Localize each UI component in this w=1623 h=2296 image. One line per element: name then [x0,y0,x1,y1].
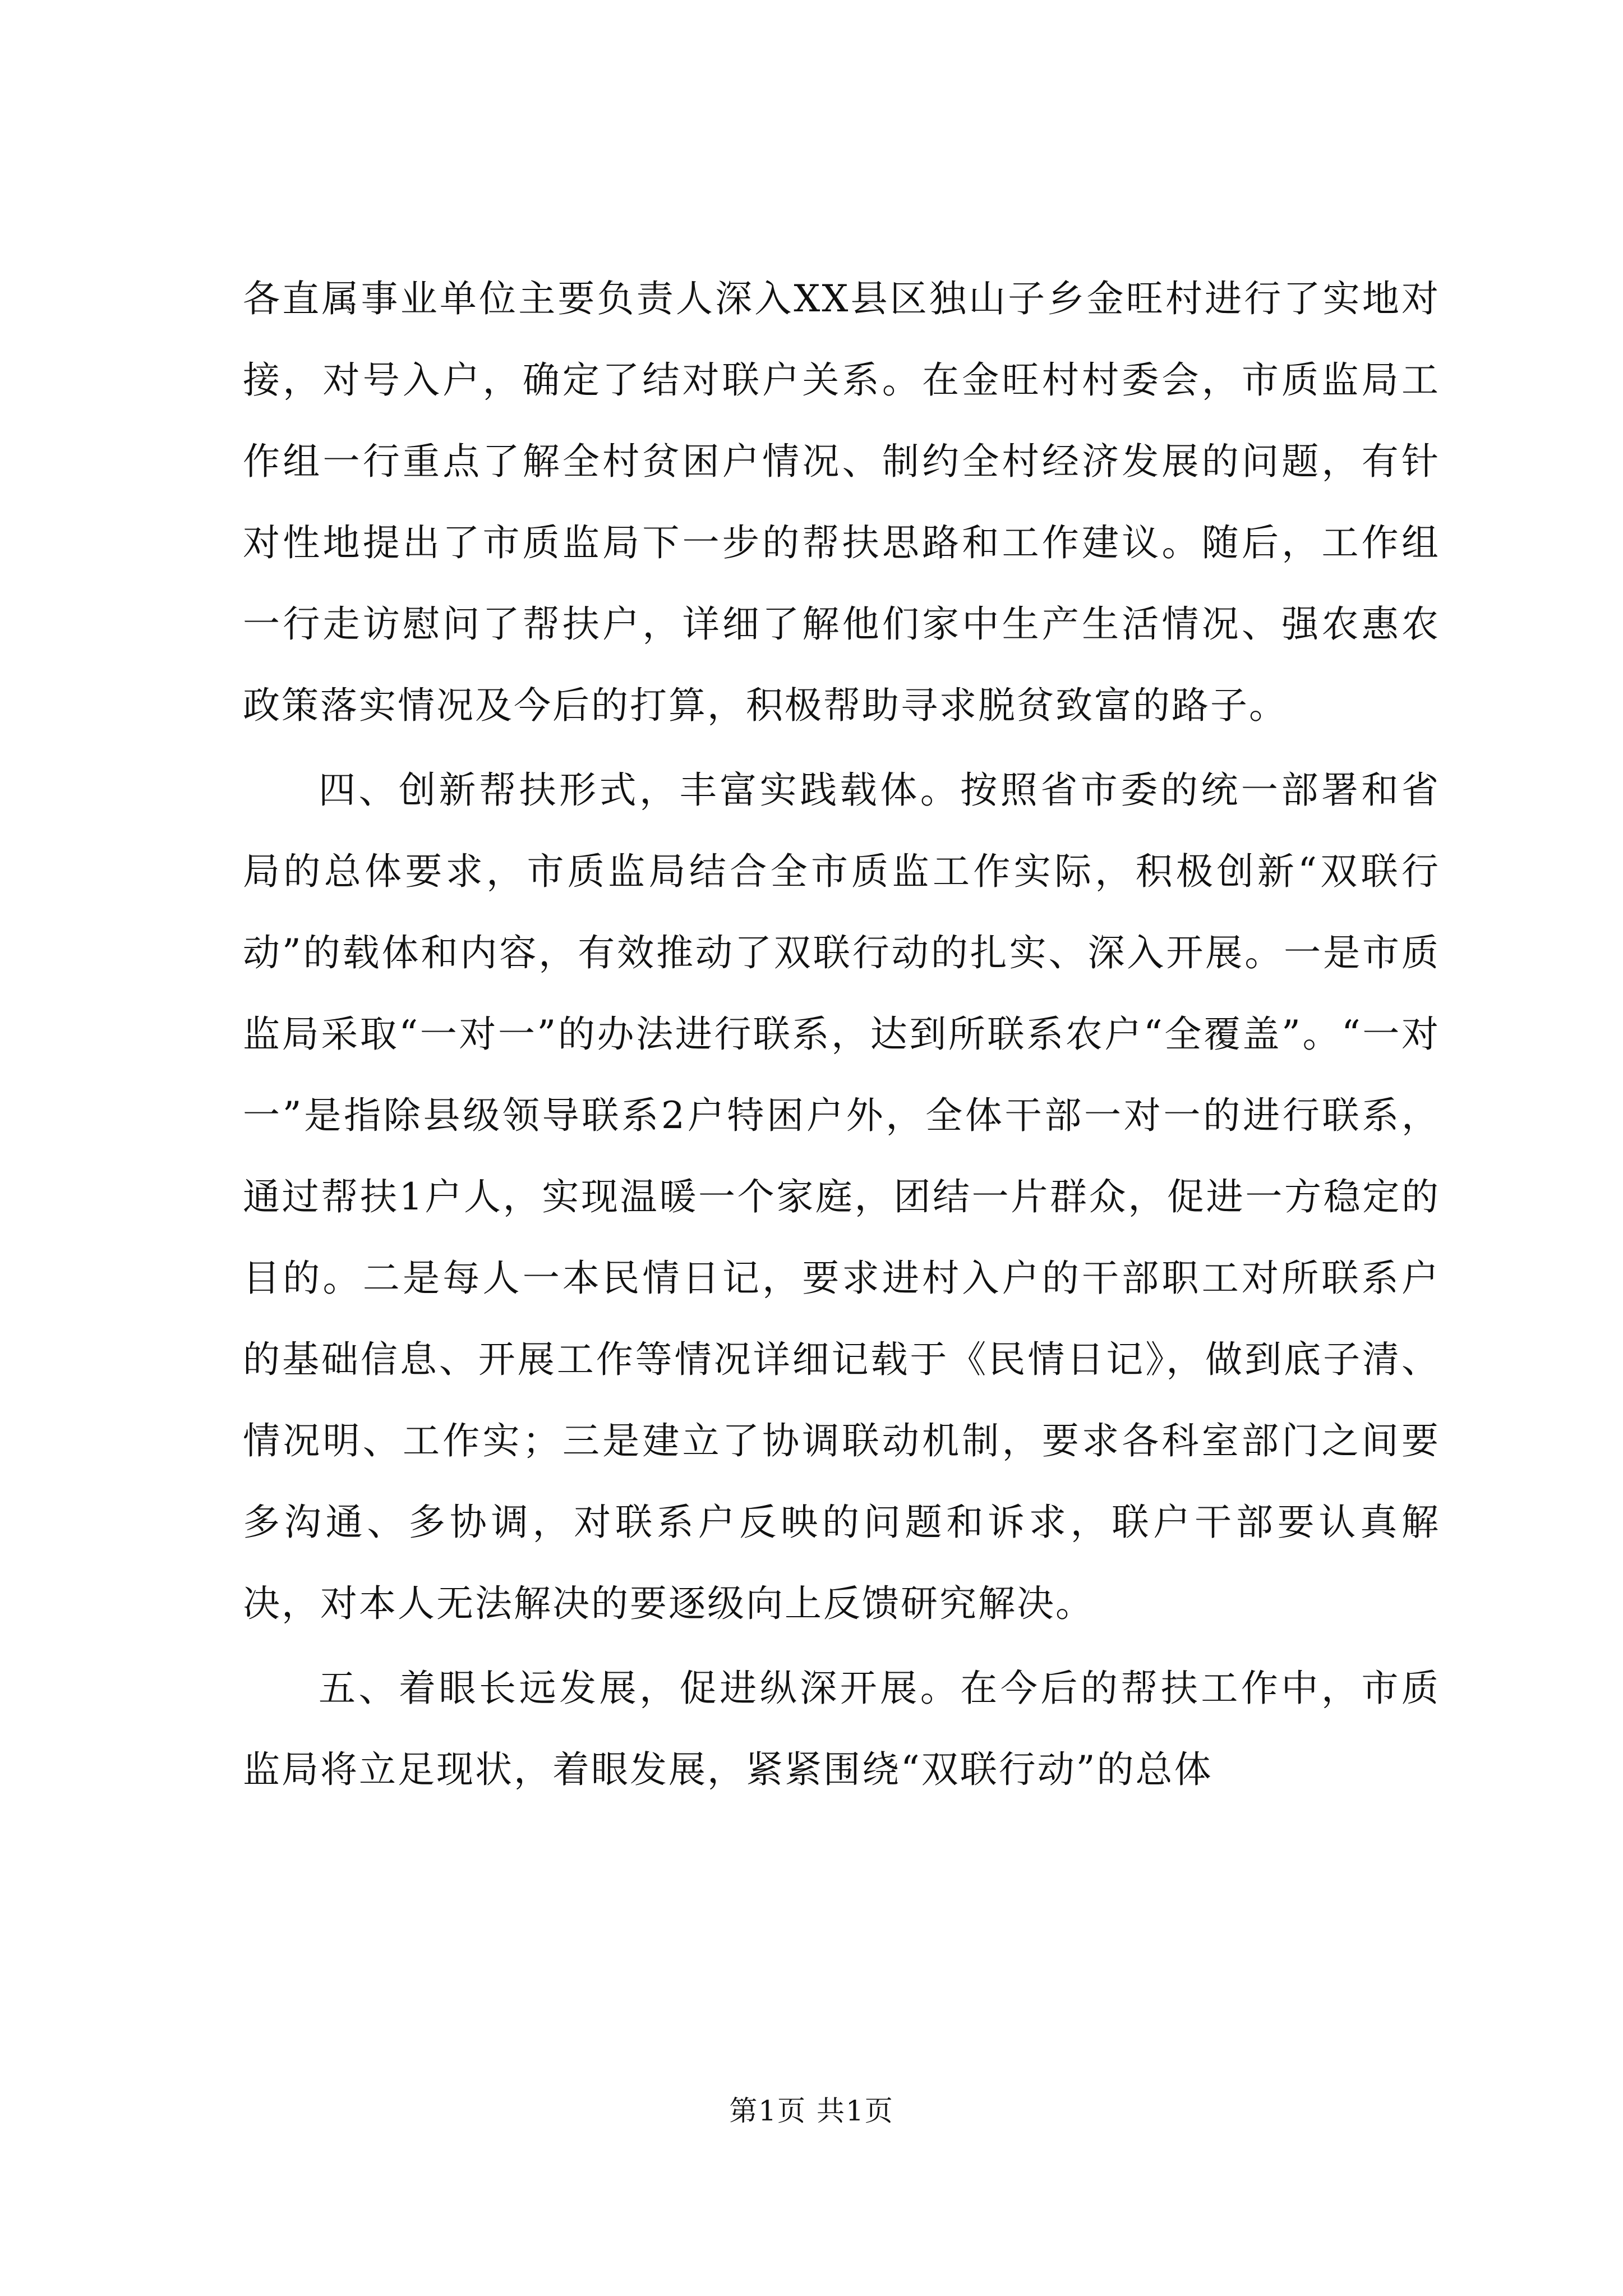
page-footer: 第1页 共1页 [729,2095,894,2127]
paragraph-section-five: 五、着眼长远发展，促进纵深开展。在今后的帮扶工作中，市质监局将立足现状，着眼发展，紧紧围绕“双联行动”的总体 [243,1667,1440,1791]
paragraph-section-four: 四、创新帮扶形式，丰富实践载体。按照省市委的统一部署和省局的总体要求，市质监局结合全市质监工作实际，积极创新“双联行动”的载体和内容，有效推动了双联行动的扎实、深入开展。一是市质监局采取“一对一”的办法进行联系，达到所联系农户“全覆盖”。“一对一”是指除县级领导联系2户特困户外，全体干部一对一的进行联系，通过帮扶1户人，实现温暖一个家庭，团结一片群众，促进一方稳定的目的。二是每人一本民情日记，要求进村入户的干部职工对所联系户的基础信息、开展工作等情况详细记载于《民情日记》，做到底子清、情况明、工作实；三是建立了协调联动机制，要求各科室部门之间要多沟通、多协调，对联系户反映的问题和诉求，联户干部要认真解决，对本人无法解决的要逐级向上反馈研究解决。 [243,769,1440,1625]
paragraph-continued: 各直属事业单位主要负责人深入XX县区独山子乡金旺村进行了实地对接，对号入户，确定了结对联户关系。在金旺村村委会，市质监局工作组一行重点了解全村贫困户情况、制约全村经济发展的问题，有针对性地提出了市质监局下一步的帮扶思路和工作建议。随后，工作组一行走访慰问了帮扶户，详细了解他们家中生产生活情况、强农惠农政策落实情况及今后的打算，积极帮助寻求脱贫致富的路子。 [243,277,1440,727]
document-body [243,258,1440,1810]
